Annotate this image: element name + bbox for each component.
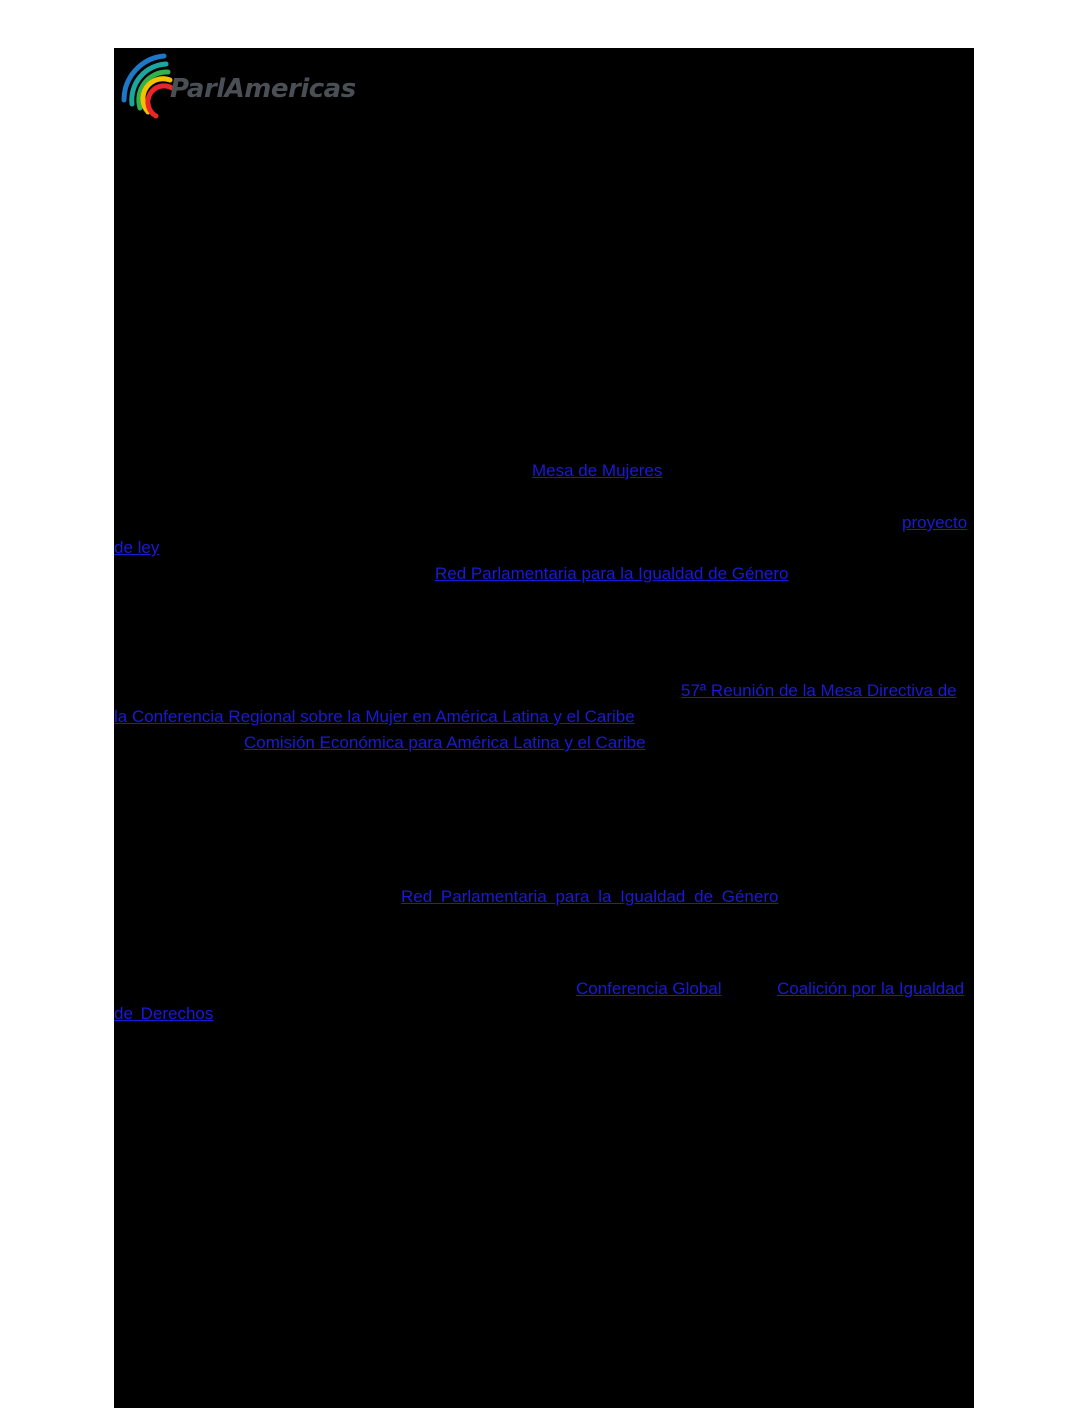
footer-text-2: o contáctenos a — [114, 1363, 974, 1396]
footer-text-1: ParlAmericas es la institución que promueve la diplomacia parlamentaria en el sistema interamericano. Compuesta por 35 legislaturas nacionales de Norte, Centro y Sudamérica y el Caribe, ParlAmericas promueve el diálogo político cooperativo, facilita el intercambio de buenas prácticas legislativas y elabora recursos especialmente diseñados para apoyar a las y los parlamentarios en el desempeño de sus funciones. La Secretaría Internacional de ParlAmericas tiene su sede en Ottawa, Canadá. Para obtener más información, visite — [114, 1311, 974, 1379]
parlamericas-logo — [114, 48, 384, 128]
document-page — [114, 48, 974, 1408]
footer-email-link[interactable]: info@parlamericas.org — [201, 1380, 337, 1396]
footer-about-text — [114, 1310, 974, 1397]
link-de-derechos[interactable]: de Derechos — [114, 1004, 214, 1023]
link-cepal[interactable]: Comisión Económica para América Latina y el Caribe — [244, 733, 646, 752]
link-red-parlamentaria-igualdad-genero[interactable]: Red Parlamentaria para la Igualdad de Género — [435, 564, 789, 583]
link-conferencia-global[interactable]: Conferencia Global — [576, 979, 722, 998]
logo-wordmark: ParlAmericas — [170, 74, 356, 104]
link-proyecto[interactable]: proyecto — [902, 513, 968, 532]
link-57-reunion-mesa-directiva[interactable]: 57ª Reunión de la Mesa Directiva de — [681, 681, 957, 700]
footer-text-3: . — [336, 1380, 340, 1396]
footer-website-link[interactable]: www.parlamericas.org — [828, 1363, 961, 1379]
link-coalicion-igualdad[interactable]: Coalición por la Igualdad — [777, 979, 965, 998]
link-mesa-de-mujeres[interactable]: Mesa de Mujeres — [532, 461, 663, 480]
link-red-parlamentaria-igualdad-genero-2[interactable]: Red Parlamentaria para la Igualdad de Género — [401, 887, 779, 906]
link-de-ley[interactable]: de ley — [114, 538, 160, 557]
link-conferencia-regional-mujer[interactable]: la Conferencia Regional sobre la Mujer en América Latina y el Caribe — [114, 707, 635, 726]
